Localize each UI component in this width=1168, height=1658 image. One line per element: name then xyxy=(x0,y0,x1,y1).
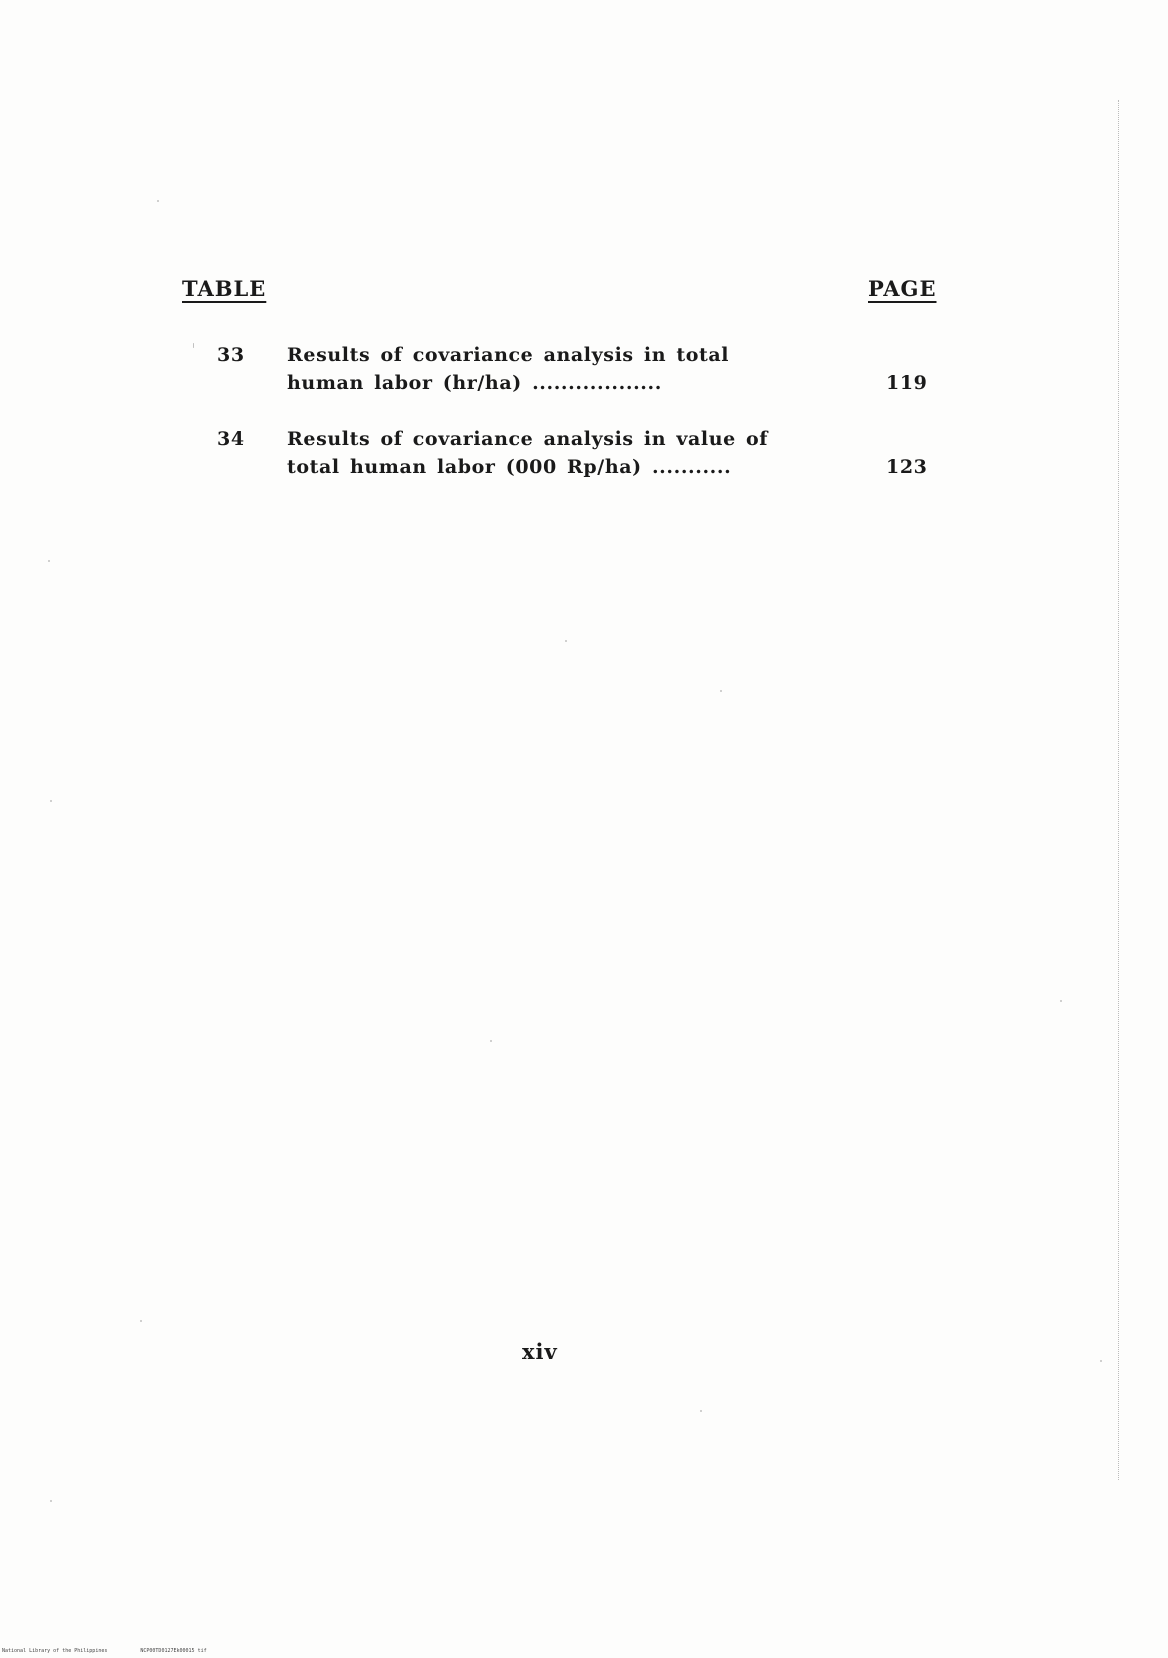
table-title-line-1: Results of covariance analysis in value of xyxy=(287,428,769,450)
scan-speck xyxy=(490,1040,492,1042)
scan-speck xyxy=(565,640,567,642)
file-identifier: NCP00TD0127Ek00015 tif xyxy=(140,1648,207,1654)
scan-edge-marks xyxy=(1118,100,1120,1480)
page-folio: xiv xyxy=(522,1339,558,1364)
scan-footer xyxy=(2,1648,237,1654)
scan-speck xyxy=(1100,1360,1102,1362)
scan-speck xyxy=(720,690,722,692)
table-title-line-2: total human labor (000 Rp/ha) ........... xyxy=(287,456,732,478)
table-number: 33 xyxy=(217,344,245,366)
table-title-line-1: Results of covariance analysis in total xyxy=(287,344,730,366)
scan-speck xyxy=(193,343,194,348)
page-number: 123 xyxy=(886,456,928,478)
table-column-header: TABLE xyxy=(182,276,267,301)
library-credit: National Library of the Philippines xyxy=(2,1648,108,1654)
scan-speck xyxy=(700,1410,702,1412)
scan-speck xyxy=(140,1320,142,1322)
scan-speck xyxy=(48,560,50,562)
page-number: 119 xyxy=(886,372,928,394)
scan-speck xyxy=(157,200,159,202)
scan-speck xyxy=(50,1500,52,1502)
table-number: 34 xyxy=(217,428,245,450)
scan-speck xyxy=(50,800,52,802)
page-column-header: PAGE xyxy=(868,276,937,301)
table-title-line-2: human labor (hr/ha) .................. xyxy=(287,372,662,394)
scan-speck xyxy=(1060,1000,1062,1002)
